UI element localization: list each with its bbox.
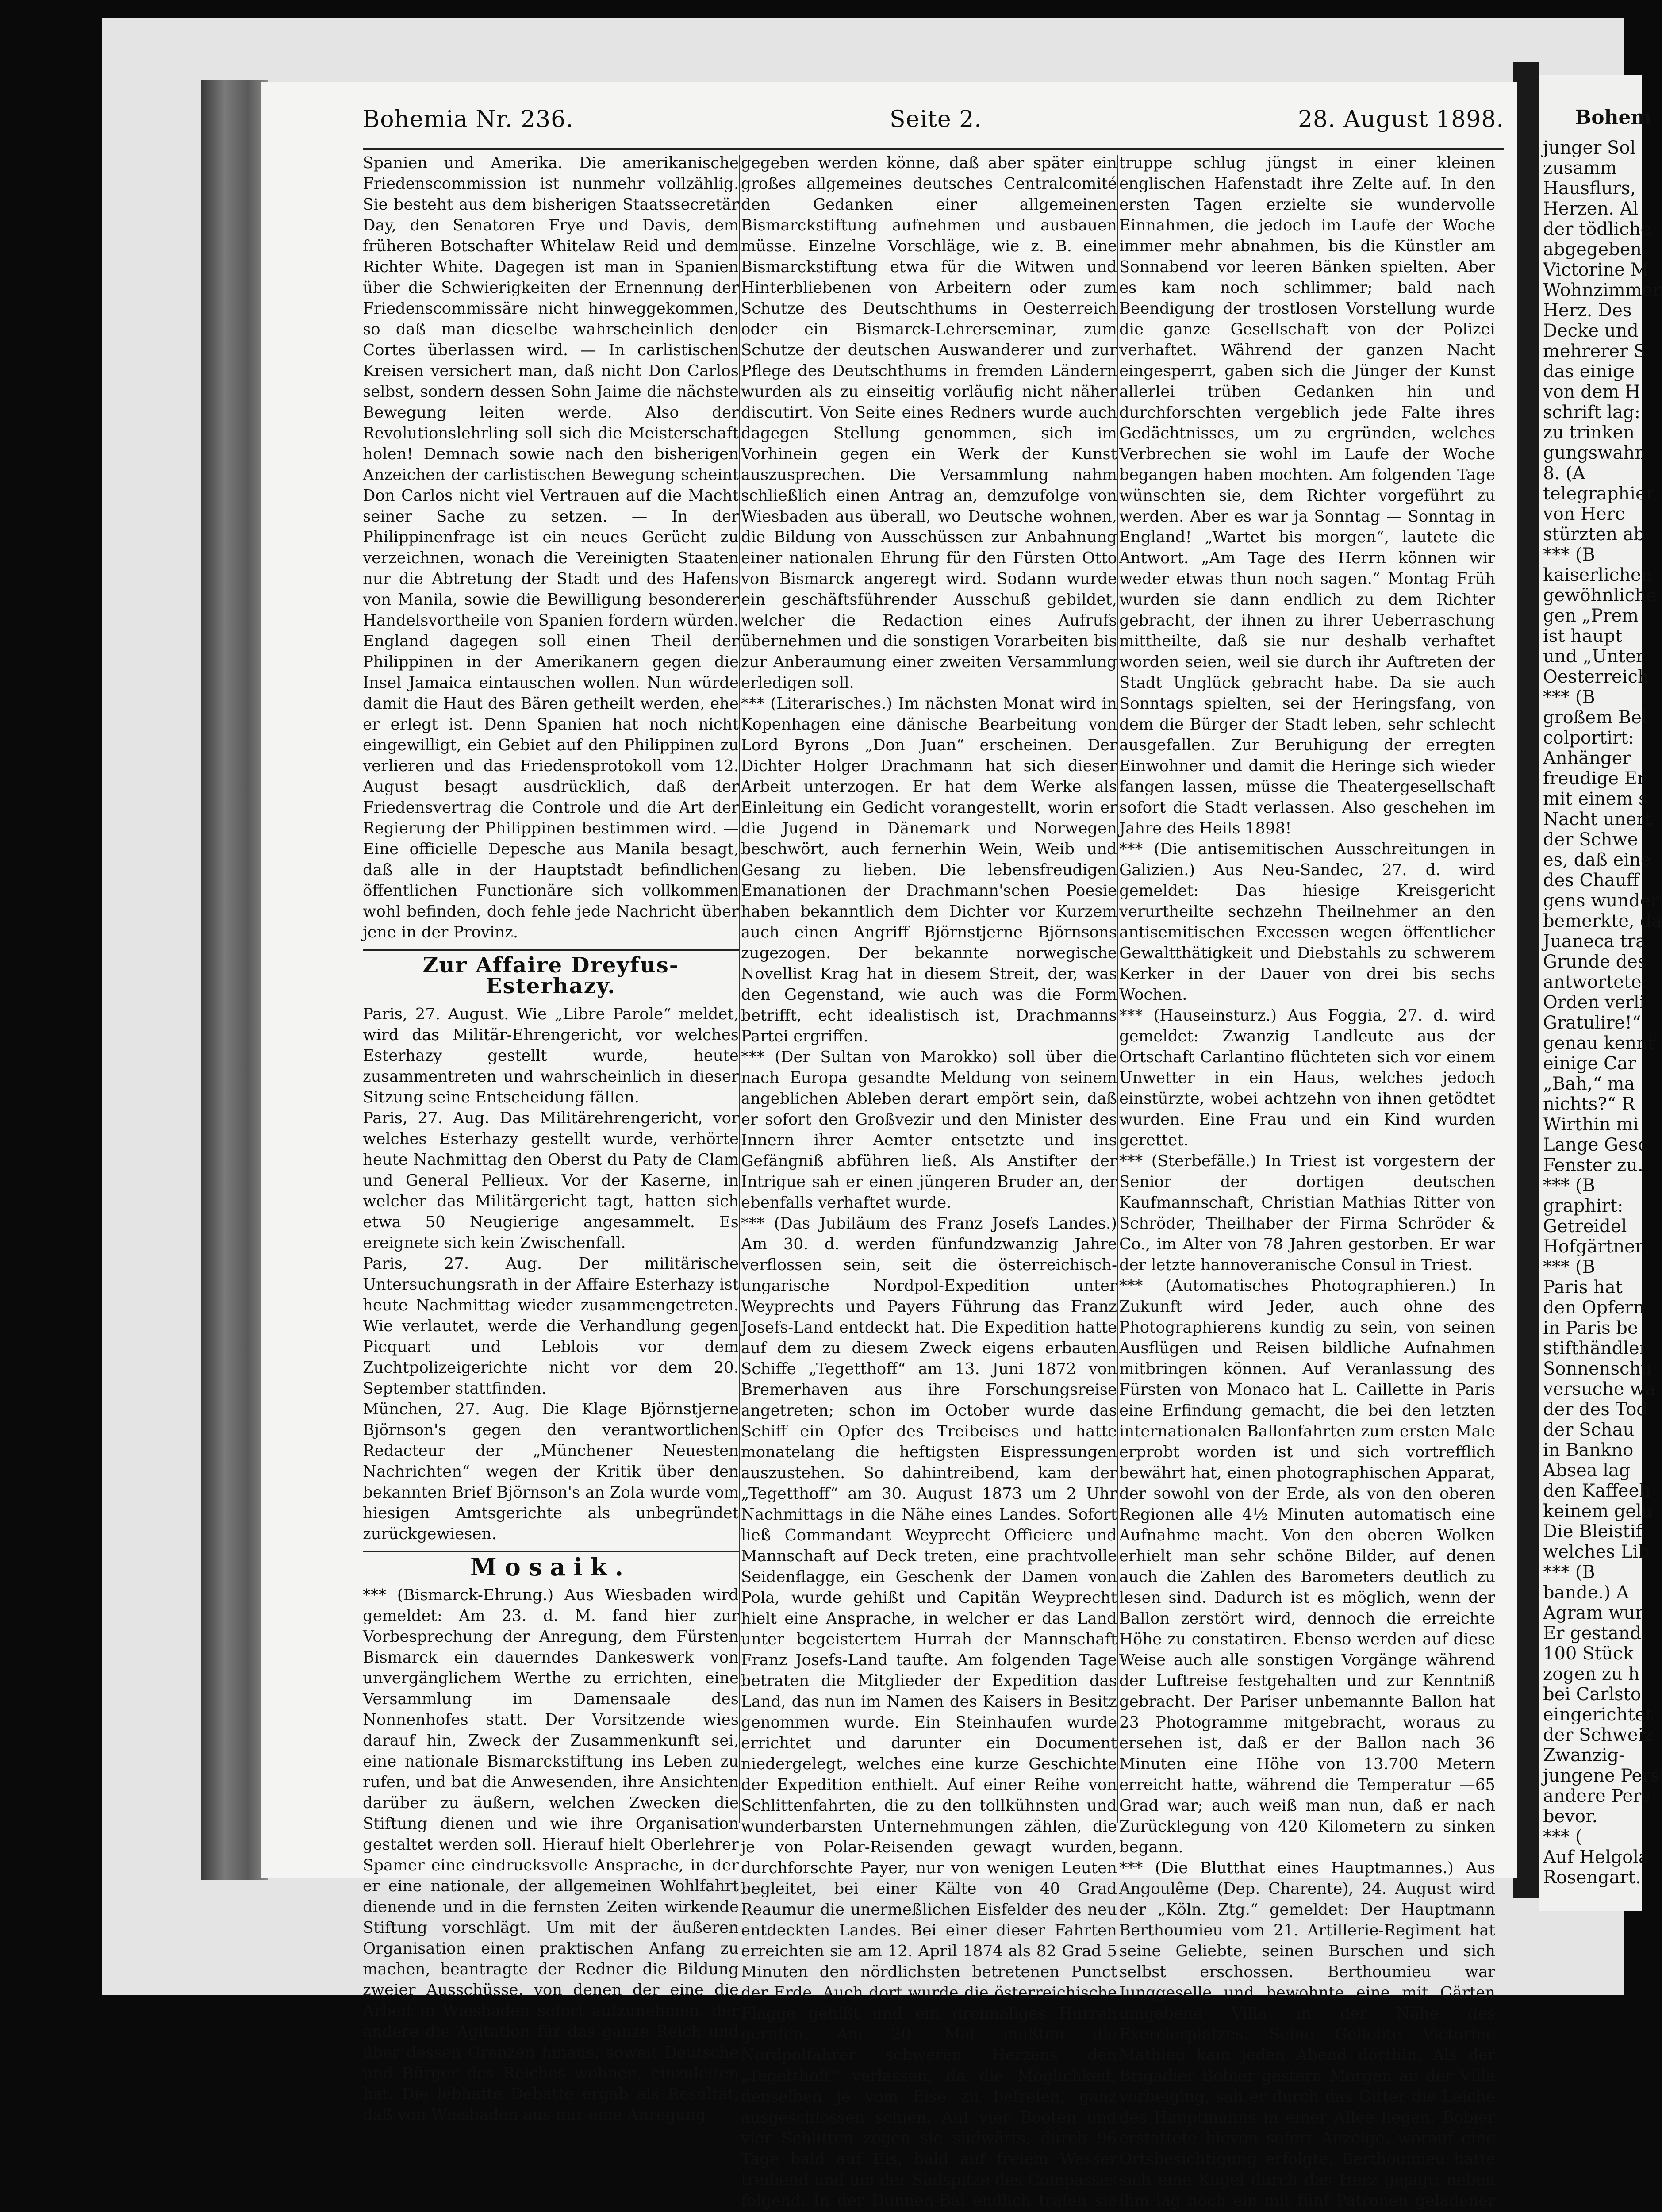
adjacent-page-lines [1539,138,1662,1888]
adjacent-page-line: gewöhnliche [1543,585,1657,606]
adjacent-page-line: Auf Helgola [1543,1847,1649,1867]
adjacent-page-line: Herz. Des [1543,300,1632,321]
page-header [363,102,1504,137]
section-rule [363,1551,739,1552]
adjacent-page-line: Decke und [1543,321,1639,341]
header-masthead: Bohemia Nr. 236. [363,106,574,133]
adjacent-page-line: kaiserlichen [1543,565,1653,585]
adjacent-page-line: den Kaffeeh [1543,1481,1651,1501]
article-spanien-amerika: Spanien und Amerika. Die amerikanische Friedenscommission ist nunmehr vollzählig. Sie besteht aus dem bisherigen Staatssecretär Day, den Senatoren Frye und Davis, dem früheren Botschafter Whitelaw Reid und dem Richter White. Dagegen ist man in Spanien über die Schwierigkeiten der Ernennung der Friedenscommissäre nicht hinweggekommen, so daß man dieselbe wahrscheinlich den Cortes überlassen wird. — In carlistischen Kreisen versichert man, daß nicht Don Carlos selbst, sondern dessen Sohn Jaime die nächste Bewegung leiten werde. Also der Revolutionslehrling soll sich die Meisterschaft holen! Demnach sowie nach den bisherigen Anzeichen der carlistischen Bewegung scheint Don Carlos nicht viel Vertrauen auf die Macht seiner Sache zu setzen. — In der Philippinenfrage ist ein neues Gerücht zu verzeichnen, wonach die Vereinigten Staaten nur die Abtretung der Stadt und des Hafens von Manila, sowie die Bewilligung besonderer Handelsvortheile von Spanien fordern würden. England dagegen soll einen Theil der Philippinen in der Amerikanern gegen die Insel Jamaica eintauschen wollen. Nun würde damit die Haut des Bären getheilt werden, ehe er erlegt ist. Denn Spanien hat noch nicht eingewilligt, ein Gebiet auf den Philippinen zu verlieren und das Friedensprotokoll vom 12. August besagt ausdrücklich, daß der Friedensvertrag die Controle und die Art der Regierung der Philippinen bestimmen wird. — Eine officielle Depesche aus Manila besagt, daß alle in der Hauptstadt befindlichen öffentlichen Functionäre sich vollkommen wohl befinden, doch fehle jede Nachricht über jene in der Provinz. [363,154,739,941]
adjacent-page-line: gen „Prem [1543,606,1639,626]
article-muenchen: München, 27. Aug. Die Klage Björnstjerne Björnson's gegen den verantwortlichen Redacteur der „Münchener Neuesten Nachrichten“ wegen der Kritik über den bekannten Brief Björnson's an Zola wurde vom hiesigen Amtsgerichte als unbegründet zurückgewiesen. [363,1400,739,1543]
adjacent-page-line: versuche wa [1543,1379,1656,1399]
adjacent-page-line: einige Car [1543,1053,1636,1074]
adjacent-page-line: Rosengart. [1543,1867,1641,1888]
adjacent-page-line: eingerichtet [1543,1705,1653,1725]
adjacent-page-line: Victorine M [1543,260,1649,280]
adjacent-page-line: Sonnenschu [1543,1359,1652,1379]
adjacent-page-line: keinem gelu [1543,1501,1653,1521]
adjacent-page-line: großem Bel [1543,707,1647,728]
article-bismarck-continued: gegeben werden könne, daß aber später ein großes allgemeines deutsches Centralcomité den Gedanken einer allgemeinen Bismarckstiftung aufnehmen und ausbauen müsse. Einzelne Vorschläge, wie z. B. eine Bismarckstiftung etwa für die Witwen und Hinterbliebenen von Arbeitern oder zum Schutze des Deutschthums in Oesterreich oder ein Bismarck-Lehrerseminar, zum Schutze der deutschen Auswanderer und zur Pflege des Deutschthums in fremden Ländern wurden als zu einseitig vorläufig nicht näher discutirt. Von Seite eines Redners wurde auch dagegen Stellung genommen, sich im Vorhinein gegen ein Werk der Kunst auszusprechen. Die Versammlung nahm schließlich einen Antrag an, demzufolge von Wiesbaden aus überall, wo Deutsche wohnen, die Bildung von Ausschüssen zur Anbahnung einer nationalen Ehrung für den Fürsten Otto von Bismarck angeregt wird. Sodann wurde ein geschäftsführender Ausschuß gebildet, welcher die Redaction eines Aufrufs übernehmen und die sonstigen Vorarbeiten bis zur Anberaumung einer zweiten Versammlung erledigen soll. [741,154,1117,692]
adjacent-page-line: Fenster zu. [1543,1155,1643,1175]
adjacent-page-line: von dem H [1543,382,1640,402]
section-title-affaire: Zur Affaire Dreyfus-Esterhazy. [422,953,679,998]
adjacent-page-line: junger Sol [1543,138,1636,158]
adjacent-page-line: *** (B [1543,1175,1595,1196]
section-rule [363,949,739,951]
adjacent-page-line: zu trinken [1543,422,1635,443]
adjacent-page-edge [1539,75,1662,1911]
adjacent-page-line: es, daß eine [1543,850,1651,870]
adjacent-page-line: Grunde des [1543,952,1647,972]
adjacent-page-line: jungene Pers [1543,1766,1660,1786]
adjacent-page-line: gens wunder [1543,891,1659,911]
adjacent-page-line: Oesterreich [1543,667,1649,687]
adjacent-page-line: „Bah,“ ma [1543,1074,1635,1094]
adjacent-page-line: Lange Gesc [1543,1135,1648,1155]
article-hauseinsturz: *** (Hauseinsturz.) Aus Foggia, 27. d. wird gemeldet: Zwanzig Landleute aus der Ortschaft Carlantino flüchteten sich vor einem Unwetter in ein Haus, welches jedoch einstürzte, wobei achtzehn von ihnen getödtet wurden. Eine Frau und ein Kind wurden gerettet. [1119,1006,1495,1149]
adjacent-page-line: bemerkte, da [1543,911,1662,931]
adjacent-page-line: Die Bleistif [1543,1521,1643,1542]
article-sterbefaelle: *** (Sterbefälle.) In Triest ist vorgestern der Senior der dortigen deutschen Kaufmannschaft, Christian Mathias Ritter von Schröder, Theilhaber der Firma Schröder & Co., im Alter von 78 Jahren gestorben. Er war der letzte hannoveranische Consul in Triest. [1119,1152,1495,1274]
adjacent-page-line: bei Carlsto [1543,1684,1641,1705]
adjacent-page-line: *** ( [1543,1827,1582,1847]
header-rule [363,148,1504,150]
adjacent-page-line: stürzten ab. [1543,524,1650,545]
adjacent-page-line: mehrerer S [1543,341,1646,361]
adjacent-page-line: stifthändler [1543,1338,1648,1359]
adjacent-page-line: ist haupt [1543,626,1623,646]
header-date: 28. August 1898. [1297,106,1504,133]
column-3 [1119,153,1495,2210]
adjacent-page-line: Agram wur [1543,1603,1644,1623]
adjacent-page-line: *** (B [1543,545,1595,565]
adjacent-page-line: Zwanzig- [1543,1745,1625,1766]
adjacent-page-line: schrift lag: [1543,402,1640,422]
adjacent-page-line: des Chauff [1543,870,1639,891]
adjacent-page-line: bande.) A [1543,1582,1629,1603]
adjacent-page-line: *** (B [1543,1257,1595,1277]
article-paris-1: Paris, 27. August. Wie „Libre Parole“ meldet, wird das Militär-Ehrengericht, vor welches Esterhazy gestellt wurde, heute zusammentreten und wahrscheinlich in dieser Sitzung seine Entscheidung fällen. [363,1005,739,1106]
adjacent-page-line: Herzen. Al [1543,199,1639,219]
adjacent-page-header: Bohem [1575,106,1652,129]
adjacent-page-line: in Bankno [1543,1440,1634,1460]
adjacent-page-line: freudige Er [1543,768,1646,789]
newspaper-page [261,82,1517,2210]
article-sultan-marokko: *** (Der Sultan von Marokko) soll über die nach Europa gesandte Meldung von seinem angeblichen Ableben derart empört sein, daß er sofort den Großvezir und den Minister des Innern ihrer Aemter entsetzte und ins Gefängniß abführen ließ. Als Anstifter der Intrigue sah er einen jüngeren Bruder an, der ebenfalls verhaftet wurde. [741,1048,1117,1212]
adjacent-page-line: welches Lib [1543,1542,1650,1562]
adjacent-page-line: *** (B [1543,1562,1595,1582]
column-divider [739,155,740,1823]
adjacent-page-line: der Schweiz [1543,1725,1653,1745]
adjacent-page-line: Paris hat [1543,1277,1623,1298]
adjacent-page-line: 100 Stück [1543,1644,1634,1664]
adjacent-page-line: in Paris be [1543,1318,1638,1338]
adjacent-page-line: Hausflurs, [1543,178,1636,199]
column-divider [1117,155,1118,1823]
adjacent-page-line: Orden verli [1543,992,1645,1013]
adjacent-page-line: der tödliche [1543,219,1651,239]
adjacent-page-line: den Opfern [1543,1298,1645,1318]
adjacent-page-line: Wirthin mi [1543,1114,1639,1135]
adjacent-page-line: graphirt: [1543,1196,1624,1216]
adjacent-page-line: das einige [1543,361,1635,382]
book-spine [201,80,268,1880]
adjacent-page-line: zogen zu h [1543,1664,1640,1684]
adjacent-page-line: Juaneca tra [1543,931,1647,952]
adjacent-page-line: Hofgärtner [1543,1237,1643,1257]
adjacent-page-line: Nacht unert [1543,809,1652,830]
adjacent-page-line: Wohnzimmer [1543,280,1661,300]
adjacent-page-line: antwortete: [1543,972,1648,992]
adjacent-page-line: colportirt: [1543,728,1634,748]
column-1 [363,153,739,2124]
adjacent-page-line: von Herc [1543,504,1625,524]
adjacent-page-line: genau kennt [1543,1033,1655,1053]
article-antisemitisch: *** (Die antisemitischen Ausschreitungen in Galizien.) Aus Neu-Sandec, 27. d. wird gemeldet: Das hiesige Kreisgericht verurtheilte sechzehn Theilnehmer an den antisemitischen Excessen wegen öffentlicher Gewaltthätigkeit und Diebstahls zu schwerem Kerker in der Dauer von drei bis sechs Wochen. [1119,840,1495,1004]
adjacent-page-line: Anhänger [1543,748,1631,768]
header-page-number: Seite 2. [889,106,982,133]
adjacent-page-line: und „Unter [1543,646,1644,667]
adjacent-page-line: abgegeben [1543,239,1642,260]
adjacent-page-line: 8. (A [1543,463,1585,484]
article-heringsfang-continued: truppe schlug jüngst in einer kleinen englischen Hafenstadt ihre Zelte auf. In den ersten Tagen erzielte sie wundervolle Einnahmen, die jedoch im Laufe der Woche immer mehr abnahmen, bis die Künstler am Sonnabend vor leeren Bänken spielten. Aber es kam noch schlimmer; bald nach Beendigung der trostlosen Vorstellung wurde die ganze Gesellschaft von der Polizei verhaftet. Während der ganzen Nacht eingesperrt, gaben sich die Jünger der Kunst allerlei trüben Gedanken hin und durchforschten vergeblich jede Falte ihres Gedächtnisses, um zu ergründen, welches Verbrechen sie wohl im Laufe der Woche begangen haben mochten. Am folgenden Tage wünschten sie, dem Richter vorgeführt zu werden. Aber es war ja Sonntag — Sonntag in England! „Wartet bis morgen“, lautete die Antwort. „Am Tage des Herrn können wir weder etwas thun noch sagen.“ Montag Früh wurden sie dann endlich zu dem Richter gebracht, der ihnen zu ihrer Ueberraschung mittheilte, daß sie nur deshalb verhaftet worden seien, weil sie durch ihr Auftreten der Stadt Unglück gebracht habe. Da sie auch Sonntags spielten, sei der Heringsfang, von dem die Bürger der Stadt leben, sehr schlecht ausgefallen. Zur Beruhigung der erregten Einwohner und damit die Heringe sich wieder fangen lassen, müsse die Theatergesellschaft sofort die Stadt verlassen. Also geschehen im Jahre des Heils 1898! [1119,154,1495,837]
section-title-mosaik: Mosaik. [470,1553,631,1581]
adjacent-page-line: telegraphier [1543,484,1654,504]
adjacent-page-line: bevor. [1543,1806,1598,1827]
adjacent-page-line: Getreidel [1543,1216,1627,1237]
adjacent-page-line: Er gestand, [1543,1623,1647,1644]
adjacent-page-line: zusamm [1543,158,1617,178]
adjacent-page-line: gungswahn [1543,443,1646,463]
article-blutthat: *** (Die Blutthat eines Hauptmannes.) Aus Angoulême (Dep. Charente), 24. August wird der „Köln. Ztg.“ gemeldet: Der Hauptmann Berthoumieu vom 21. Artillerie-Regiment hat seine Geliebte, seinen Burschen und sich selbst erschossen. Berthoumieu war Junggeselle und bewohnte eine mit Gärten umgebene Villa in der Nähe des Exercierplatzes. Seine Geliebte Victorine Mathieu kam jeden Abend dorthin. Als der Brigadier Bobier gestern Morgen an der Villa vorbeiging, sah er durch das Gitter die Leiche des Hauptmanns in einer Allee liegen. Bobier erstattete hievon sofort Anzeige, worauf eine Ortsbesichtigung erfolgte. Berthoumieu hatte sich eine Kugel durch das Herz gejagt; neben ihm lag noch ein mit fünf Patronen geladener [1119,1859,1495,2210]
article-jubilaeum: *** (Das Jubiläum des Franz Josefs Landes.) Am 30. d. werden fünfundzwanzig Jahre verflossen sein, seit die österreichisch-ungarische Nordpol-Expedition unter Weyprechts und Payers Führung das Franz Josefs-Land entdeckt hat. Die Expedition hatte auf dem zu diesem Zweck eigens erbauten Schiffe „Tegetthoff“ am 13. Juni 1872 von Bremerhaven aus ihre Forschungsreise angetreten; schon im October wurde das Schiff ein Opfer des Treibeises und hatte monatelang die heftigsten Eispressungen auszustehen. So dahintreibend, kam der „Tegetthoff“ am 30. August 1873 um 2 Uhr Nachmittags in die Nähe eines Landes. Sofort ließ Commandant Weyprecht Officiere und Mannschaft auf Deck treten, eine prachtvolle Seidenflagge, ein Geschenk der Damen von Pola, wurde gehißt und Capitän Weyprecht hielt eine Ansprache, in welcher er das Land unter begeistertem Hurrah der Mannschaft Franz Josefs-Land taufte. Am folgenden Tage betraten die Mitglieder der Expedition das Land, das nun im Namen des Kaisers in Besitz genommen wurde. Ein Steinhaufen wurde errichtet und darunter ein Document niedergelegt, welches eine kurze Geschichte der Expedition enthielt. Auf einer Reihe von Schlittenfahrten, die zu den tollkühnsten und wunderbarsten Unternehmungen zählen, die je von Polar-Reisenden gewagt wurden, durchforschte Payer, nur von wenigen Leuten begleitet, bei einer Kälte von 40 Grad Reaumur die unermeßlichen Eisfelder des neu entdeckten Landes. Bei einer dieser Fahrten erreichten sie am 12. April 1874 als 82 Grad 5 Minuten den nördlichsten betretenen Punct der Erde. Auch dort wurde die österreichische Flagge gehißt und ein dreimaliges Hurrah gerufen. Am 20. Mai mußten die Nordpolfahrer schweren Herzens den „Tegetthoff“ verlassen, da die Möglichkeit, denselben je vom Eise zu befreien, ganz ausgeschlossen schien. Auf vier Booten und vier Schlitten zogen sie südwärts, durch 96 Tage bald auf Eis, bald auf freiem Wasser treibend und um der Südspitze des Compasses folgend. In der Dunnen-Bai endlich trafen sie [741,1214,1117,2210]
adjacent-page-line: der Schwe [1543,830,1638,850]
adjacent-page-line: *** (B [1543,687,1595,707]
column-2 [741,153,1117,2210]
article-bismarck-ehrung: *** (Bismarck-Ehrung.) Aus Wiesbaden wird gemeldet: Am 23. d. M. fand hier zur Vorbesprechung der Anregung, dem Fürsten Bismarck ein dauerndes Dankeswerk von unvergänglichem Werthe zu errichten, eine Versammlung im Damensaale des Nonnenhofes statt. Der Vorsitzende wies darauf hin, Zweck der Zusammenkunft sei, eine nationale Bismarckstiftung ins Leben zu rufen, und bat die Anwesenden, ihre Ansichten darüber zu äußern, welchen Zwecken die Stiftung dienen und wie ihre Organisation gestaltet werden soll. Hierauf hielt Oberlehrer Spamer eine eindrucksvolle Ansprache, in der er eine nationale, der allgemeinen Wohlfahrt dienende und in die fernsten Zeiten wirkende Stiftung vorschlägt. Um mit der äußeren Organisation einen praktischen Anfang zu machen, beantragte der Redner die Bildung zweier Ausschüsse, von denen der eine die Arbeit in Wiesbaden sofort aufzunehmen, der andere die Agitation für das ganze Reich und über dessen Grenzen hinaus, soweit Deutsche und Bürger des Reiches wohnen, einzuleiten hat. Die lebhafte Debatte ergab als Resultat, daß von Wiesbaden aus nur eine Anregung [363,1586,739,2124]
article-paris-3: Paris, 27. Aug. Der militärische Untersuchungsrath in der Affaire Esterhazy ist heute Nachmittag wieder zusammengetreten. Wie verlautet, werde die Verhandlung gegen Picquart und Leblois vor dem Zuchtpolizeigerichte nicht vor dem 20. September stattfinden. [363,1255,739,1398]
adjacent-page-line: Absea lag [1543,1460,1631,1481]
adjacent-page-line: Gratulire!“ [1543,1013,1641,1033]
article-photographieren: *** (Automatisches Photographieren.) In Zukunft wird Jeder, auch ohne des Photographierens kundig zu sein, von seinen Ausflügen und Reisen bildliche Aufnahmen mitbringen können. Auf Veranlassung des Fürsten von Monaco hat L. Caillette in Paris eine Erfindung gemacht, die bei den letzten internationalen Ballonfahrten zum ersten Male erprobt worden ist und sich vortrefflich bewährt hat, einen photographischen Apparat, der sowohl von der Erde, als von den oberen Regionen alle 4½ Minuten automatisch eine Aufnahme macht. Von den oberen Wolken erhielt man sehr schöne Bilder, auf denen auch die Zahlen des Barometers deutlich zu lesen sind. Dadurch ist es möglich, wenn der Ballon zerstört wird, dennoch die erreichte Höhe zu constatiren. Ebenso werden auf diese Weise auch alle sonstigen Vorgänge während der Luftreise festgehalten und zur Kenntniß gebracht. Der Pariser unbemannte Ballon hat 23 Photogramme mitgebracht, woraus zu ersehen ist, daß er der Ballon nach 36 Minuten eine Höhe von 13.700 Metern erreicht hatte, während die Temperatur —65 Grad war; auch weiß man nun, daß er nach Zurücklegung von 420 Kilometern zu sinken begann. [1119,1277,1495,1856]
adjacent-page-line: der Schau [1543,1420,1635,1440]
article-paris-2: Paris, 27. Aug. Das Militärehrengericht, vor welches Esterhazy gestellt wurde, verhörte heute Nachmittag den Oberst du Paty de Clam und General Pellieux. Vor der Kaserne, in welcher das Militärgericht tagt, hatten sich etwa 50 Neugierige angesammelt. Es ereignete sich kein Zwischenfall. [363,1109,739,1252]
article-literarisches: *** (Literarisches.) Im nächsten Monat wird in Kopenhagen eine dänische Bearbeitung von Lord Byrons „Don Juan“ erscheinen. Der Dichter Holger Drachmann hat sich dieser Arbeit unterzogen. Er hat dem Werke als Einleitung ein Gedicht vorangestellt, worin er die Jugend in Dänemark und Norwegen beschwört, auch fernerhin Wein, Weib und Gesang zu lieben. Die lebensfreudigen Emanationen der Drachmann'schen Poesie haben bekanntlich dem Dichter vor Kurzem auch einen Angriff Björnstjerne Björnsons zugezogen. Der bekannte norwegische Novellist Krag hat in diesem Streit, der, was den Gegenstand, wie auch was die Form betrifft, echt idealistisch ist, Drachmanns Partei ergriffen. [741,695,1117,1045]
adjacent-page-line: mit einem s [1543,789,1648,809]
adjacent-page-line: der des Tod [1543,1399,1648,1420]
adjacent-page-line: nichts?“ R [1543,1094,1635,1114]
adjacent-page-line: andere Pers [1543,1786,1650,1806]
